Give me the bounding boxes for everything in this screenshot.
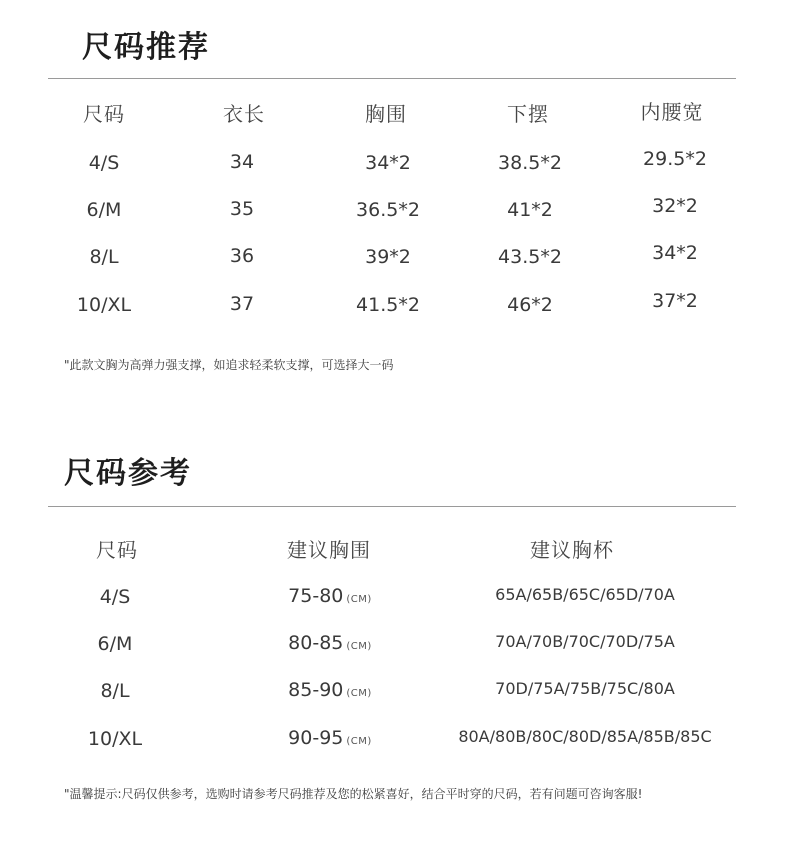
reference-chest-unit: (CM) — [346, 688, 372, 699]
recommend-cell-hem: 43.5*2 — [498, 246, 562, 268]
recommend-header-inner-waist: 内腰宽 — [640, 100, 704, 124]
reference-title: 尺码参考 — [64, 456, 192, 491]
reference-cell-chest — [288, 679, 372, 701]
reference-cell-size: 8/L — [100, 680, 130, 702]
reference-chest-value: 85-90 — [288, 679, 344, 701]
reference-cell-chest — [288, 585, 372, 607]
reference-cell-cups: 70D/75A/75B/75C/80A — [495, 679, 675, 698]
recommend-header-length: 衣长 — [223, 102, 265, 126]
recommend-cell-size: 10/XL — [76, 294, 132, 316]
recommend-note: "此款文胸为高弹力强支撑，如追求轻柔软支撑，可选择大一码 — [64, 358, 394, 372]
reference-cell-cups: 70A/70B/70C/70D/75A — [495, 632, 675, 651]
reference-chest-unit: (CM) — [346, 641, 372, 652]
reference-divider — [48, 506, 736, 507]
recommend-cell-bust: 41.5*2 — [356, 294, 420, 316]
reference-header-size: 尺码 — [96, 538, 138, 562]
reference-chest-value: 90-95 — [288, 727, 344, 749]
reference-header-cup: 建议胸杯 — [530, 538, 614, 562]
recommend-cell-bust: 34*2 — [365, 152, 411, 174]
recommend-cell-inner-waist: 37*2 — [652, 290, 698, 312]
recommend-divider — [48, 78, 736, 79]
recommend-cell-size: 6/M — [86, 199, 122, 221]
recommend-header-size: 尺码 — [83, 102, 125, 126]
recommend-cell-inner-waist: 29.5*2 — [643, 148, 707, 170]
reference-chest-value: 75-80 — [288, 585, 344, 607]
recommend-cell-length: 34 — [229, 151, 255, 173]
reference-cell-chest — [288, 632, 372, 654]
reference-cell-cups: 80A/80B/80C/80D/85A/85B/85C — [458, 727, 712, 746]
reference-chest-value: 80-85 — [288, 632, 344, 654]
recommend-cell-bust: 36.5*2 — [356, 199, 420, 221]
reference-cell-chest — [288, 727, 372, 749]
recommend-cell-size: 4/S — [88, 152, 120, 174]
recommend-cell-length: 37 — [229, 293, 255, 315]
recommend-title: 尺码推荐 — [82, 30, 210, 65]
recommend-header-bust: 胸围 — [365, 102, 407, 126]
recommend-cell-hem: 46*2 — [507, 294, 553, 316]
recommend-cell-length: 36 — [229, 245, 255, 267]
recommend-header-hem: 下摆 — [507, 102, 549, 126]
recommend-cell-hem: 38.5*2 — [498, 152, 562, 174]
reference-cell-size: 10/XL — [87, 728, 143, 750]
recommend-cell-size: 8/L — [89, 246, 119, 268]
reference-cell-size: 4/S — [99, 586, 131, 608]
reference-note: "温馨提示:尺码仅供参考，选购时请参考尺码推荐及您的松紧喜好，结合平时穿的尺码，若有问题可咨询客服! — [64, 787, 643, 801]
reference-cell-cups: 65A/65B/65C/65D/70A — [495, 585, 675, 604]
recommend-cell-inner-waist: 32*2 — [652, 195, 698, 217]
recommend-cell-bust: 39*2 — [365, 246, 411, 268]
recommend-cell-length: 35 — [229, 198, 255, 220]
reference-chest-unit: (CM) — [346, 594, 372, 605]
reference-chest-unit: (CM) — [346, 736, 372, 747]
recommend-cell-hem: 41*2 — [507, 199, 553, 221]
reference-header-chest: 建议胸围 — [287, 538, 371, 562]
recommend-cell-inner-waist: 34*2 — [652, 242, 698, 264]
reference-cell-size: 6/M — [97, 633, 133, 655]
